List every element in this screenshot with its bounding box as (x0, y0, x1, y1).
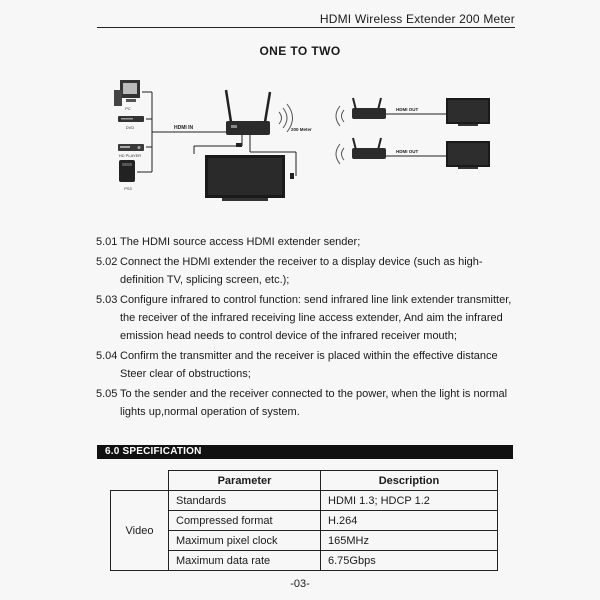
parameter-cell: Maximum data rate (169, 551, 321, 571)
step-text: Confirm the transmitter and the receiver is placed within the effective distance Steer clear of obstructions; (120, 350, 498, 380)
step-number: 5.01 (96, 236, 118, 248)
description-cell: HDMI 1.3; HDCP 1.2 (321, 491, 498, 511)
hdmi-out-label-1: HDMI OUT (396, 107, 419, 112)
receiver-icon-1 (352, 98, 386, 119)
receiver-icon-2 (352, 138, 386, 159)
source-label-pc: PC (125, 106, 131, 111)
pc-icon (114, 80, 140, 106)
source-label-ps3: PS3 (124, 186, 132, 191)
step-item (96, 291, 516, 345)
step-text: To the sender and the receiver connected to the power, when the light is normal lights up,normal operation of system. (120, 388, 508, 418)
step-text: The HDMI source access HDMI extender sender; (120, 236, 361, 248)
step-number: 5.03 (96, 294, 118, 306)
dvd-icon (118, 116, 144, 122)
parameter-cell: Standards (169, 491, 321, 511)
step-text: Connect the HDMI extender the receiver to a display device (such as high-definition TV, splicing screen, etc.); (120, 256, 483, 286)
step-item (96, 233, 516, 251)
specification-table (110, 470, 498, 571)
table-row (111, 551, 498, 571)
hd-player-icon (118, 144, 144, 151)
parameter-cell: Compressed format (169, 511, 321, 531)
step-number: 5.02 (96, 256, 118, 268)
table-row (111, 491, 498, 511)
step-item (96, 253, 516, 289)
table-row (111, 531, 498, 551)
column-header-parameter: Parameter (169, 471, 321, 491)
source-label-hd-player: HD PLAYER (118, 153, 142, 158)
local-tv-icon (205, 155, 285, 201)
step-item (96, 385, 516, 421)
source-label-dvd: DVD (125, 125, 135, 130)
receiver-signal-icon-2 (336, 144, 344, 164)
group-label-video: Video (111, 491, 169, 571)
page-number: -03- (290, 578, 310, 590)
tv-icon-1 (446, 98, 490, 126)
transmitter-icon (226, 90, 270, 135)
distance-label: 200 Meter (291, 127, 312, 132)
hdmi-in-label: HDMI IN (174, 125, 194, 131)
step-text: Configure infrared to control function: send infrared line link extender transmitter, the receiver of the infrared receiving line access extender, And aim the infrared emission head needs to control device of the infrared receiver mouth; (120, 294, 512, 342)
column-header-description: Description (321, 471, 498, 491)
ps3-icon (119, 160, 135, 182)
parameter-cell: Maximum pixel clock (169, 531, 321, 551)
section-title: ONE TO TWO (259, 44, 341, 58)
specification-heading: 6.0 SPECIFICATION (97, 445, 513, 459)
table-header-row (111, 471, 498, 491)
description-cell: 165MHz (321, 531, 498, 551)
receiver-signal-icon-1 (336, 106, 344, 126)
hdmi-out-label-2: HDMI OUT (396, 149, 419, 154)
step-number: 5.05 (96, 388, 118, 400)
header-title: HDMI Wireless Extender 200 Meter (319, 12, 515, 26)
tv-icon-2 (446, 141, 490, 169)
step-item (96, 347, 516, 383)
description-cell: 6.75Gbps (321, 551, 498, 571)
step-number: 5.04 (96, 350, 118, 362)
connection-diagram (0, 0, 600, 230)
description-cell: H.264 (321, 511, 498, 531)
table-row (111, 511, 498, 531)
installation-steps (96, 233, 516, 423)
